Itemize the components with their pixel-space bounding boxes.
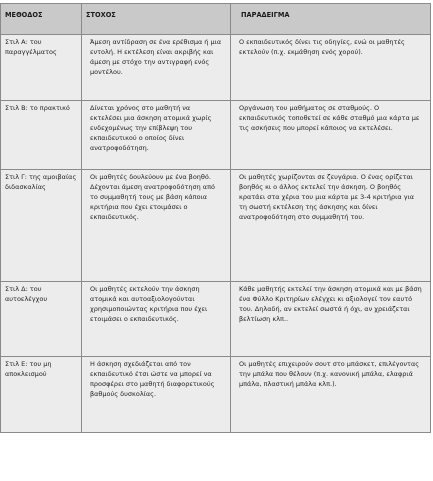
method-cell: Στιλ Δ: του αυτοελέγχου	[1, 282, 82, 357]
header-method: ΜΕΘΟΔΟΣ	[1, 4, 82, 35]
goal-cell: Άμεση αντίδραση σε ένα ερέθισμα ή μια εντολή. Η εκτέλεση είναι ακριβής και άμεση με στόχο την αντιγραφή ενός μοντέλου.	[82, 35, 231, 101]
example-cell: Ο εκπαιδευτικός δίνει τις οδηγίες, ενώ οι μαθητές εκτελούν (π.χ. εκμάθηση ενός χορού).	[231, 35, 431, 101]
goal-cell: Η άσκηση σχεδιάζεται από τον εκπαιδευτικό έτσι ώστε να μπορεί να προσφέρει στο μαθητή διαφορετικούς βαθμούς δυσκολίας.	[82, 357, 231, 433]
table-row	[1, 357, 431, 433]
table-row	[1, 170, 431, 282]
method-cell: Στιλ Ε: του μη αποκλεισμού	[1, 357, 82, 433]
example-cell: Κάθε μαθητής εκτελεί την άσκηση ατομικά και με βάση ένα Φύλλο Κριτηρίων ελέγχει κι αξιολογεί τον εαυτό του. Δηλαδή, αν εκτελεί σωστά ή όχι, αν χρειάζεται βελτίωση κλπ..	[231, 282, 431, 357]
table-row	[1, 282, 431, 357]
method-cell: Στιλ Α: του παραγγέλματος	[1, 35, 82, 101]
table-row	[1, 35, 431, 101]
method-cell: Στιλ Β: το πρακτικό	[1, 101, 82, 170]
example-cell: Οργάνωση του μαθήματος σε σταθμούς. Ο εκπαιδευτικός τοποθετεί σε κάθε σταθμό μια κάρτα με τις ασκήσεις που μπορεί κάποιος να εκτελέσει.	[231, 101, 431, 170]
table-body	[1, 35, 431, 433]
table-header	[1, 4, 431, 35]
method-cell: Στιλ Γ: της αμοιβαίας διδασκαλίας	[1, 170, 82, 282]
example-cell: Οι μαθητές χωρίζονται σε ζευγάρια. Ο ένας ορίζεται βοηθός κι ο άλλος εκτελεί την άσκηση. Ο βοηθός κρατάει στα χέρια του μια κάρτα με 3-4 κριτήρια για τη σωστή εκτέλεση της άσκησης και δίνει ανατροφοδότηση στο συμμαθητή του.	[231, 170, 431, 282]
goal-cell: Δίνεται χρόνος στο μαθητή να εκτελέσει μια άσκηση ατομικά χωρίς ενδεχομένως την επίβλεψη του εκπαιδευτικού ο οποίος δίνει ανατροφοδότηση.	[82, 101, 231, 170]
table-row	[1, 101, 431, 170]
goal-cell: Οι μαθητές εκτελούν την άσκηση ατομικά και αυτοαξιολογούνται χρησιμοποιώντας κριτήρια που έχει ετοιμάσει ο εκπαιδευτικός.	[82, 282, 231, 357]
goal-cell: Οι μαθητές δουλεύουν με ένα βοηθό. Δέχονται άμεση ανατροφοδότηση από το συμμαθητή τους με βάση κάποια κριτήρια που έχει ετοιμάσει ο εκπαιδευτικός.	[82, 170, 231, 282]
header-row	[1, 4, 431, 35]
header-goal: ΣΤΟΧΟΣ	[82, 4, 231, 35]
example-cell: Οι μαθητές επιχειρούν σουτ στο μπάσκετ, επιλέγοντας την μπάλα που θέλουν (π.χ. κανονική μπάλα, ελαφριά μπάλα, πλαστική μπάλα κλπ.).	[231, 357, 431, 433]
header-example: ΠΑΡΑΔΕΙΓΜΑ	[231, 4, 431, 35]
teaching-styles-table	[0, 3, 431, 433]
